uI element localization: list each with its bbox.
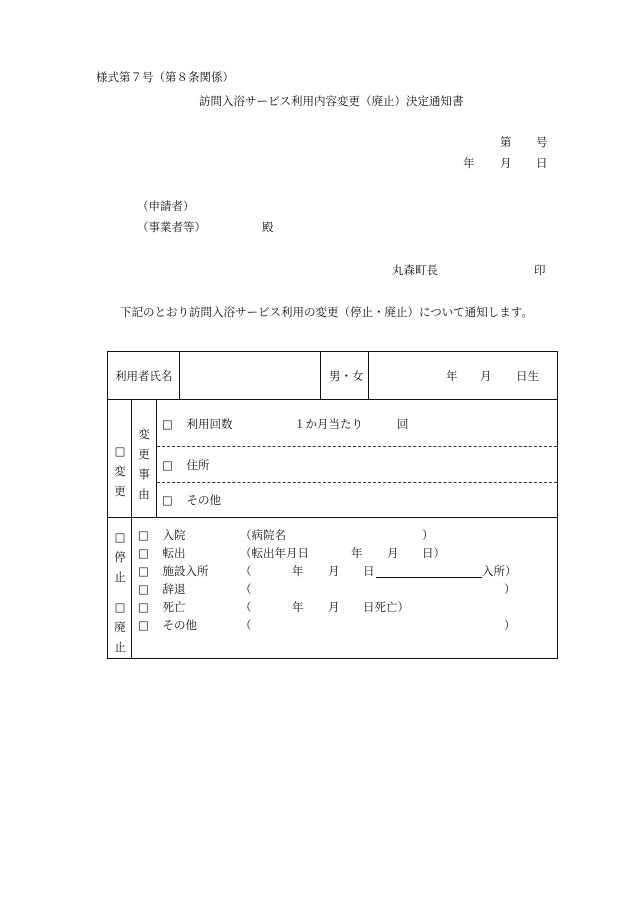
reason-char: 更 bbox=[138, 447, 150, 461]
user-name-field[interactable] bbox=[180, 352, 320, 399]
death-month: 月 bbox=[328, 600, 340, 614]
gender-options[interactable]: 男・女 bbox=[329, 369, 364, 383]
stop-section-label bbox=[112, 527, 128, 587]
moveout-year: 年 bbox=[351, 546, 363, 560]
change-char: 更 bbox=[114, 484, 126, 498]
facility-day: 日 bbox=[363, 564, 375, 578]
notification-table bbox=[107, 351, 558, 659]
user-name-label: 利用者氏名 bbox=[115, 369, 173, 383]
birth-day: 日生 bbox=[516, 369, 539, 383]
abolish-char: 止 bbox=[114, 640, 126, 654]
death-checkbox[interactable]: □ bbox=[138, 600, 149, 614]
decline-open: （ bbox=[240, 582, 252, 596]
abolish-section-label bbox=[112, 597, 128, 657]
moveout-checkbox[interactable]: □ bbox=[138, 546, 149, 560]
death-label: 死亡 bbox=[162, 600, 186, 614]
mayor-title: 丸森町長 bbox=[392, 263, 438, 277]
decline-checkbox[interactable]: □ bbox=[138, 582, 149, 596]
stop-char: 停 bbox=[114, 550, 126, 564]
hospital-close: ） bbox=[422, 528, 434, 542]
change-item-other bbox=[162, 492, 221, 508]
honorific: 殿 bbox=[262, 220, 274, 234]
moveout-day: 日） bbox=[422, 546, 445, 560]
stop-checkbox[interactable]: □ bbox=[114, 530, 126, 544]
stop-item-facility bbox=[138, 563, 209, 579]
abolish-checkbox[interactable]: □ bbox=[114, 600, 126, 614]
doc-number-dai: 第 bbox=[500, 135, 512, 149]
decline-label: 辞退 bbox=[162, 582, 186, 596]
reason-char: 由 bbox=[138, 487, 150, 501]
death-day: 日死亡） bbox=[363, 600, 409, 614]
seal-mark: 印 bbox=[534, 263, 546, 277]
usage-checkbox[interactable]: □ bbox=[162, 417, 173, 431]
applicant-label: （申請者） bbox=[137, 199, 195, 213]
moveout-label: 転出 bbox=[162, 546, 186, 560]
form-number: 様式第７号（第８条関係） bbox=[96, 70, 234, 84]
hospital-label: 入院 bbox=[162, 528, 186, 542]
change-reason-label bbox=[136, 424, 152, 504]
hospital-name-label: （病院名 bbox=[240, 528, 286, 542]
change-checkbox[interactable]: □ bbox=[114, 444, 126, 458]
stop-item-decline bbox=[138, 581, 186, 597]
facility-close: 入所） bbox=[482, 564, 517, 578]
usage-label: 利用回数 bbox=[186, 417, 233, 431]
change-other-checkbox[interactable]: □ bbox=[162, 493, 173, 507]
change-item-address bbox=[162, 457, 210, 473]
stop-item-hospital bbox=[138, 527, 186, 543]
death-open: （ bbox=[240, 600, 252, 614]
business-label: （事業者等） bbox=[137, 220, 206, 234]
stop-other-close: ） bbox=[504, 618, 516, 632]
date-day: 日 bbox=[536, 156, 548, 170]
hospital-checkbox[interactable]: □ bbox=[138, 528, 149, 542]
usage-per-month: １か月当たり bbox=[294, 417, 363, 431]
document-title: 訪問入浴サービス利用内容変更（廃止）決定通知書 bbox=[199, 94, 464, 108]
facility-year: 年 bbox=[292, 564, 304, 578]
change-section-label bbox=[112, 441, 128, 501]
stop-char: 止 bbox=[114, 570, 126, 584]
death-year: 年 bbox=[292, 600, 304, 614]
stop-other-open: （ bbox=[240, 618, 252, 632]
date-month: 月 bbox=[500, 156, 512, 170]
stop-item-other bbox=[138, 617, 197, 633]
address-checkbox[interactable]: □ bbox=[162, 458, 173, 472]
stop-item-death bbox=[138, 599, 186, 615]
moveout-month: 月 bbox=[387, 546, 399, 560]
moveout-date-label: （転出年月日 bbox=[240, 546, 309, 560]
usage-unit: 回 bbox=[397, 417, 409, 431]
reason-char: 事 bbox=[138, 467, 150, 481]
change-char: 変 bbox=[114, 464, 126, 478]
decline-close: ） bbox=[504, 582, 516, 596]
stop-other-checkbox[interactable]: □ bbox=[138, 618, 149, 632]
stop-other-label: その他 bbox=[162, 618, 198, 632]
change-other-label: その他 bbox=[186, 493, 222, 507]
facility-label: 施設入所 bbox=[162, 564, 209, 578]
facility-checkbox[interactable]: □ bbox=[138, 564, 149, 578]
doc-number-go: 号 bbox=[536, 135, 548, 149]
abolish-char: 廃 bbox=[114, 620, 126, 634]
reason-char: 変 bbox=[138, 427, 150, 441]
facility-name-line[interactable] bbox=[376, 577, 482, 578]
stop-item-moveout bbox=[138, 545, 186, 561]
change-item-usage bbox=[162, 416, 233, 432]
notice-text: 下記のとおり訪問入浴サービス利用の変更（停止・廃止）について通知します。 bbox=[120, 305, 533, 319]
facility-month: 月 bbox=[328, 564, 340, 578]
birth-year: 年 bbox=[446, 369, 458, 383]
facility-open: （ bbox=[240, 564, 252, 578]
date-year: 年 bbox=[463, 156, 475, 170]
birth-month: 月 bbox=[480, 369, 492, 383]
address-label: 住所 bbox=[186, 458, 210, 472]
